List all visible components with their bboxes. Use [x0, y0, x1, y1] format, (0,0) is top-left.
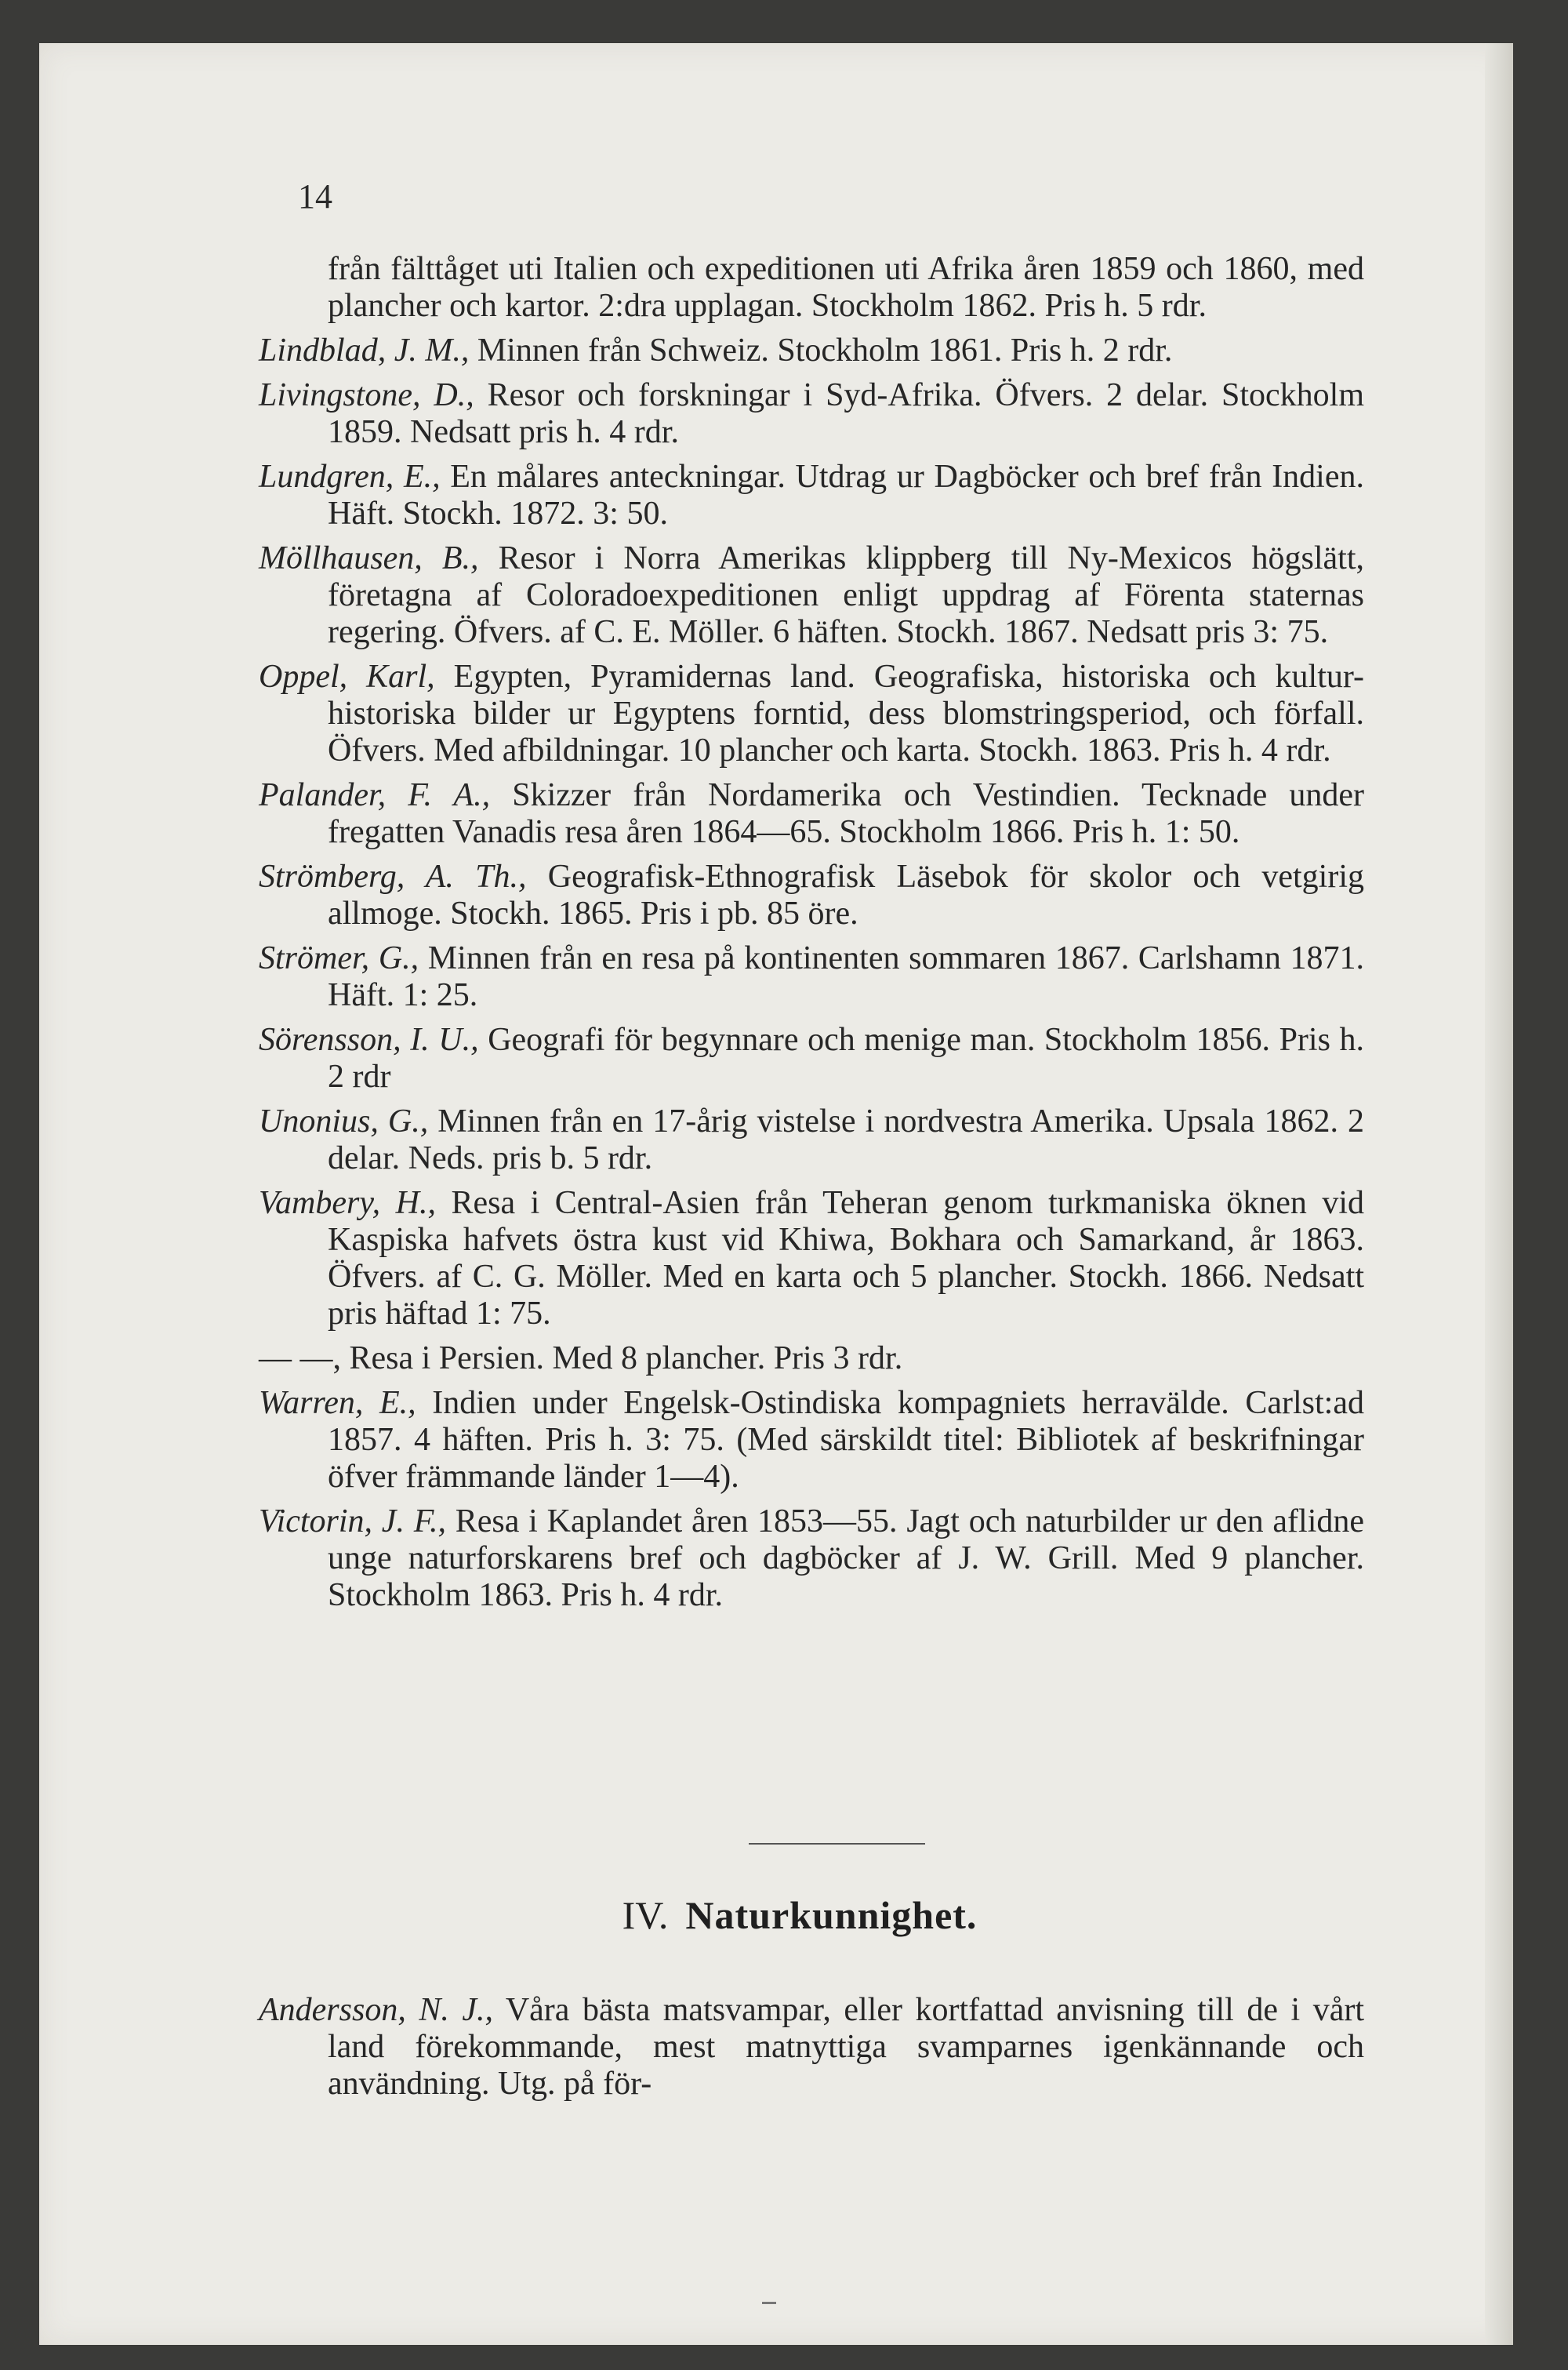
entry-text: Resor och forskningar i Syd-Afrika. Öfvers. 2 delar. Stockholm 1859. Nedsatt pris h. 4 rdr.	[328, 377, 1364, 450]
entry-author: Victorin, J. F.,	[259, 1503, 446, 1539]
entry-text: Resa i Persien. Med 8 plancher. Pris 3 rdr.	[341, 1340, 903, 1376]
entry-text: Skizzer från Nordamerika och Vestindien. Tecknade under fregatten Vanadis resa åren 1864—65. Stockholm 1866. Pris h. 1: 50.	[328, 777, 1364, 850]
entry-author: Andersson, N. J.,	[259, 1992, 494, 2028]
entry-author: Lindblad, J. M.,	[259, 333, 470, 369]
book-page	[39, 43, 1513, 2345]
page-edge	[1485, 43, 1513, 2345]
bibliography-entry	[259, 333, 1364, 369]
section-divider	[749, 1843, 925, 1845]
entry-text: Resa i Central-Asien från Teheran genom turkmaniska öknen vid Kaspiska hafvets östra kust vid Khiwa, Bokhara och Samarkand, år 1863. Öfvers. af C. G. Möller. Med en karta och 5 plancher. Stockh. 1866. Nedsatt pris häftad 1: 75.	[328, 1185, 1364, 1332]
page-number: 14	[298, 177, 332, 216]
entry-author: Vambery, H.,	[259, 1185, 436, 1221]
entry-text: En målares anteckningar. Utdrag ur Dagböcker och bref från Indien. Häft. Stockh. 1872. 3: 50.	[328, 459, 1364, 532]
bibliography-entry	[259, 1185, 1364, 1332]
entry-author: Warren, E.,	[259, 1385, 416, 1421]
entry-author: Strömberg, A. Th.,	[259, 859, 527, 895]
entry-text: Minnen från en resa på kontinenten sommaren 1867. Carlshamn 1871. Häft. 1: 25.	[328, 940, 1364, 1013]
entry-author: Unonius, G.,	[259, 1103, 429, 1140]
printer-mark	[762, 2302, 776, 2304]
entry-text: Geografi för begynnare och menige man. Stockholm 1856. Pris h. 2 rdr	[328, 1022, 1365, 1095]
entry-text: Minnen från en 17-årig vistelse i nordvestra Amerika. Upsala 1862. 2 delar. Neds. pris b. 5 rdr.	[328, 1103, 1364, 1176]
entry-author: Strömer, G.,	[259, 940, 419, 976]
entry-text: Egypten, Pyramidernas land. Geografiska, historiska och kultur-historiska bilder ur Egyptens forntid, dess blomstringsperiod, och förfall. Öfvers. Med afbildningar. 10 plancher och karta. Stockh. 1863. Pris h. 4 rdr.	[328, 659, 1364, 769]
bibliography-list	[259, 251, 1364, 1622]
bibliography-entry	[259, 251, 1364, 325]
bibliography-entry	[259, 1022, 1364, 1096]
bibliography-entry	[259, 859, 1364, 932]
bibliography-entry	[259, 940, 1364, 1014]
section-numeral: IV.	[622, 1893, 669, 1937]
entry-text: Resa i Kaplandet åren 1853—55. Jagt och naturbilder ur den aflidne unge naturforskarens bref och dagböcker af J. W. Grill. Med 9 plancher. Stockholm 1863. Pris h. 4 rdr.	[328, 1503, 1365, 1613]
entry-text: Resor i Norra Amerikas klippberg till Ny-Mexicos högslätt, företagna af Coloradoexpeditionen enligt uppdrag af Förenta staternas regering. Öfvers. af C. E. Möller. 6 häften. Stockh. 1867. Nedsatt pris 3: 75.	[328, 540, 1365, 650]
entry-author: Palander, F. A.,	[259, 777, 491, 813]
section-title: Naturkunnighet.	[685, 1893, 978, 1937]
bibliography-entry	[259, 1103, 1364, 1177]
entry-text: Geografisk-Ethnografisk Läsebok för skolor och vetgirig allmoge. Stockh. 1865. Pris i pb. 85 öre.	[328, 859, 1364, 932]
bibliography-entry	[259, 1992, 1364, 2103]
entry-author: Lundgren, E.,	[259, 459, 441, 495]
entry-author: Möllhausen, B.,	[259, 540, 479, 576]
entry-text: Minnen från Schweiz. Stockholm 1861. Pris h. 2 rdr.	[469, 333, 1173, 369]
entry-text: Indien under Engelsk-Ostindiska kompagniets herravälde. Carlst:ad 1857. 4 häften. Pris h. 3: 75. (Med särskildt titel: Bibliotek af beskrifningar öfver främmande länder 1—4).	[328, 1385, 1364, 1495]
section-bibliography-list	[259, 1992, 1364, 2110]
entry-text: från fälttåget uti Italien och expeditionen uti Afrika åren 1859 och 1860, med plancher och kartor. 2:dra upplagan. Stockholm 1862. Pris h. 5 rdr.	[328, 251, 1364, 324]
bibliography-entry	[259, 459, 1364, 533]
entry-text: Våra bästa matsvampar, eller kortfattad anvisning till de i vårt land förekommande, mest matnyttiga svamparnes igenkännande och användning. Utg. på för-	[328, 1992, 1364, 2102]
bibliography-entry	[259, 1340, 1364, 1377]
entry-author: — —,	[259, 1340, 341, 1376]
entry-author: Oppel, Karl,	[259, 659, 435, 695]
section-heading	[39, 1892, 1560, 1938]
entry-author: Sörensson, I. U.,	[259, 1022, 479, 1058]
bibliography-entry	[259, 377, 1364, 451]
entry-author: Livingstone, D.,	[259, 377, 474, 413]
bibliography-entry	[259, 540, 1364, 651]
bibliography-entry	[259, 777, 1364, 851]
bibliography-entry	[259, 1385, 1364, 1496]
bibliography-entry	[259, 1503, 1364, 1614]
bibliography-entry	[259, 659, 1364, 769]
